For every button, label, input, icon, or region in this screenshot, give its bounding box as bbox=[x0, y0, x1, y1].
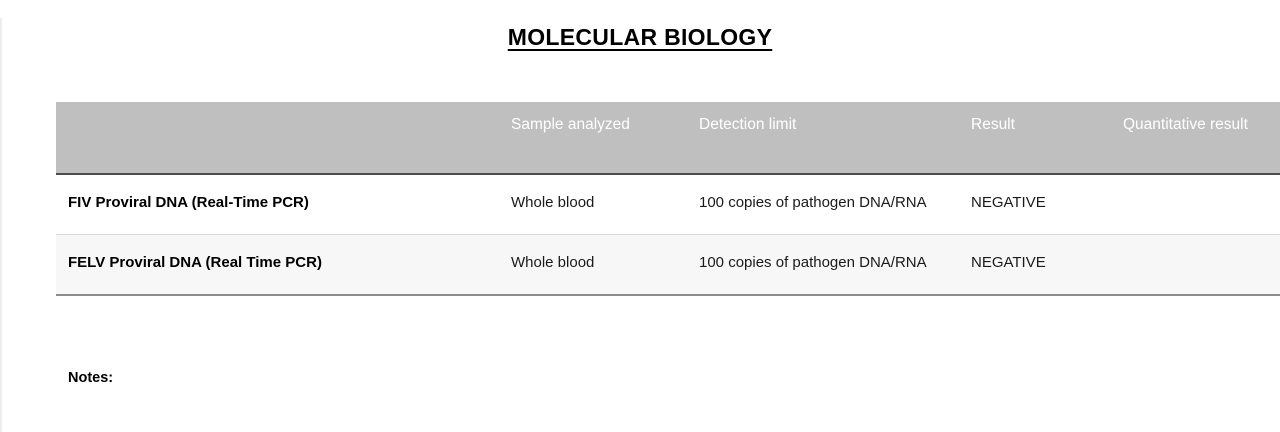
page-title: MOLECULAR BIOLOGY bbox=[507, 24, 773, 50]
molecular-biology-results-table bbox=[56, 102, 1280, 296]
document-page bbox=[0, 18, 1280, 432]
cell-sample-analyzed: Whole blood bbox=[501, 174, 689, 234]
notes-label: Notes: bbox=[68, 370, 114, 386]
cell-result: NEGATIVE bbox=[961, 234, 1113, 294]
column-header-quantitative-result: Quantitative result bbox=[1113, 102, 1280, 174]
cell-detection-limit: 100 copies of pathogen DNA/RNA bbox=[689, 174, 961, 234]
table-row bbox=[56, 174, 1280, 234]
cell-detection-limit: 100 copies of pathogen DNA/RNA bbox=[689, 234, 961, 294]
column-header-sample-analyzed: Sample analyzed bbox=[501, 102, 689, 174]
table-body bbox=[56, 174, 1280, 295]
cell-result: NEGATIVE bbox=[961, 174, 1113, 234]
table-header bbox=[56, 102, 1280, 174]
cell-analyte: FELV Proviral DNA (Real Time PCR) bbox=[56, 234, 501, 294]
column-header-result: Result bbox=[961, 102, 1113, 174]
table-row bbox=[56, 234, 1280, 294]
cell-sample-analyzed: Whole blood bbox=[501, 234, 689, 294]
page-left-edge-shadow bbox=[0, 18, 3, 432]
cell-quantitative-result bbox=[1113, 174, 1280, 234]
column-header-analyte bbox=[56, 102, 501, 174]
table-header-row bbox=[56, 102, 1280, 174]
cell-analyte: FIV Proviral DNA (Real-Time PCR) bbox=[56, 174, 501, 234]
molecular-biology-results-table-wrapper bbox=[56, 102, 1280, 296]
column-header-detection-limit: Detection limit bbox=[689, 102, 961, 174]
cell-quantitative-result bbox=[1113, 234, 1280, 294]
